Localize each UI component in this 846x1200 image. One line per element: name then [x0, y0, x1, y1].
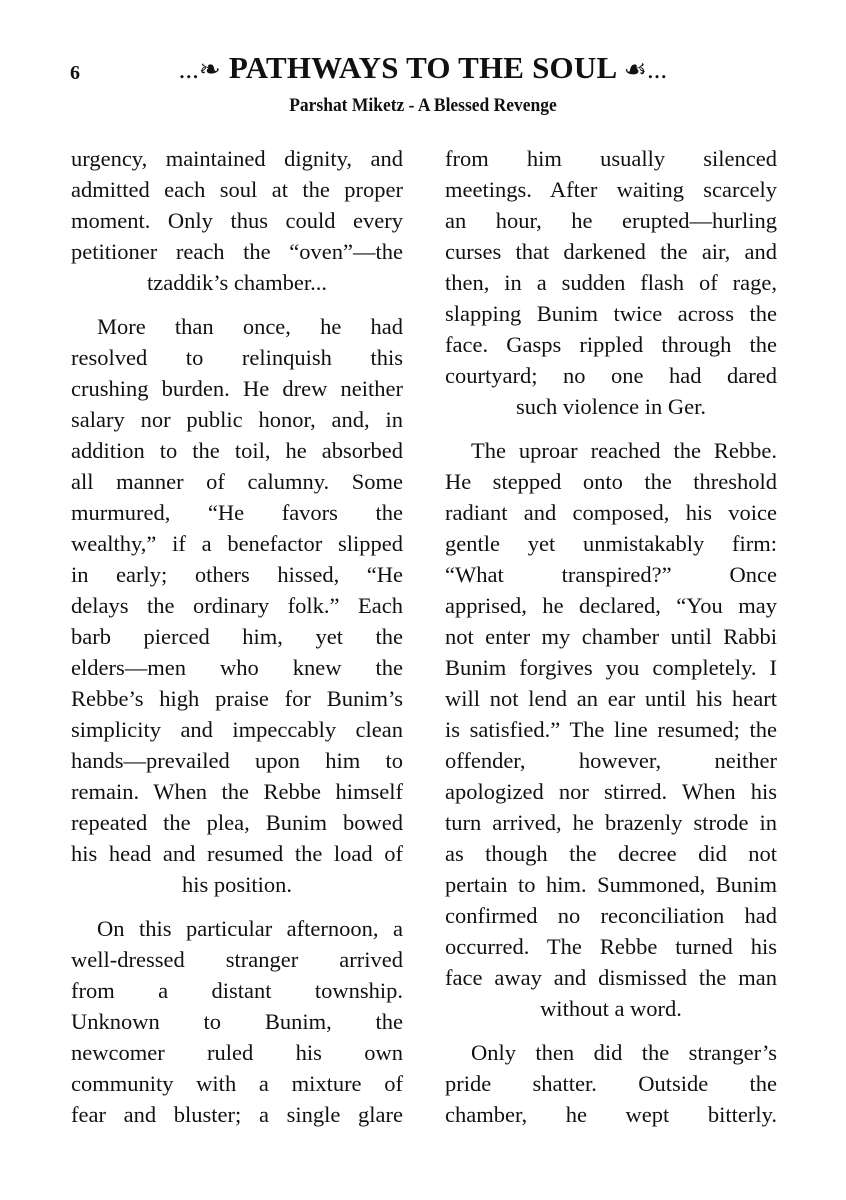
text-line: occurred. The Rebbe turned his	[445, 934, 777, 959]
text-line: On this particular afternoon, a	[97, 916, 403, 941]
text-line: wealthy,” if a benefactor slipped	[71, 531, 403, 556]
text-line: community with a mixture of	[71, 1071, 403, 1096]
paragraph	[445, 1037, 777, 1130]
text-line: his head and resumed the load of	[71, 841, 403, 866]
text-line: fear and bluster; a single glare	[71, 1102, 403, 1127]
text-line: Rebbe’s high praise for Bunim’s	[71, 686, 403, 711]
text-line: elders—men who knew the	[71, 655, 403, 680]
paragraph	[445, 143, 777, 422]
text-line: Only then did the stranger’s	[471, 1040, 777, 1065]
text-line: tzaddik’s chamber...	[147, 270, 327, 295]
text-line: all manner of calumny. Some	[71, 469, 403, 494]
text-line: newcomer ruled his own	[71, 1040, 403, 1065]
text-line: gentle yet unmistakably firm:	[445, 531, 777, 556]
text-line: as though the decree did not	[445, 841, 777, 866]
text-line: moment. Only thus could every	[71, 208, 403, 233]
text-line: from him usually silenced	[445, 146, 777, 171]
text-line: addition to the toil, he absorbed	[71, 438, 403, 463]
text-line: “What transpired?” Once	[445, 562, 777, 587]
text-line: murmured, “He favors the	[71, 500, 403, 525]
text-line: turn arrived, he brazenly strode in	[445, 810, 777, 835]
text-line: delays the ordinary folk.” Each	[71, 593, 403, 618]
text-line: radiant and composed, his voice	[445, 500, 777, 525]
text-line: in early; others hissed, “He	[71, 562, 403, 587]
text-line: crushing burden. He drew neither	[71, 376, 403, 401]
text-line: an hour, he erupted—hurling	[445, 208, 777, 233]
text-line: apologized nor stirred. When his	[445, 779, 777, 804]
text-line: More than once, he had	[97, 314, 403, 339]
text-line: urgency, maintained dignity, and	[71, 146, 403, 171]
page-number: 6	[70, 62, 80, 84]
text-line: confirmed no reconciliation had	[445, 903, 777, 928]
text-line: such violence in Ger.	[516, 394, 706, 419]
text-line: simplicity and impeccably clean	[71, 717, 403, 742]
text-line: is satisfied.” The line resumed; the	[445, 717, 777, 742]
text-line: He stepped onto the threshold	[445, 469, 777, 494]
text-line: courtyard; no one had dared	[445, 363, 777, 388]
right-column	[445, 143, 777, 1143]
text-line: chamber, he wept bitterly.	[445, 1102, 777, 1127]
text-line: curses that darkened the air, and	[445, 239, 777, 264]
text-line: without a word.	[540, 996, 682, 1021]
text-line: then, in a sudden flash of rage,	[445, 270, 777, 295]
text-line: apprised, he declared, “You may	[445, 593, 777, 618]
paragraph	[71, 913, 403, 1130]
text-line: slapping Bunim twice across the	[445, 301, 777, 326]
text-line: meetings. After waiting scarcely	[445, 177, 777, 202]
text-line: repeated the plea, Bunim bowed	[71, 810, 403, 835]
running-title	[0, 50, 846, 86]
text-line: face. Gasps rippled through the	[445, 332, 777, 357]
title-text: PATHWAYS TO THE SOUL	[228, 50, 616, 85]
text-line: admitted each soul at the proper	[71, 177, 403, 202]
ornament-left-icon: ...❧	[178, 55, 221, 84]
text-line: petitioner reach the “oven”—the	[71, 239, 403, 264]
text-line: hands—prevailed upon him to	[71, 748, 403, 773]
text-line: will not lend an ear until his heart	[445, 686, 777, 711]
paragraph	[71, 143, 403, 298]
text-line: pertain to him. Summoned, Bunim	[445, 872, 777, 897]
text-line: offender, however, neither	[445, 748, 777, 773]
text-line: from a distant township.	[71, 978, 403, 1003]
text-line: remain. When the Rebbe himself	[71, 779, 403, 804]
text-line: pride shatter. Outside the	[445, 1071, 777, 1096]
text-line: face away and dismissed the man	[445, 965, 777, 990]
text-line: his position.	[181, 872, 293, 897]
text-line: Unknown to Bunim, the	[71, 1009, 403, 1034]
paragraph	[445, 435, 777, 1024]
left-column	[71, 143, 403, 1143]
text-line: well-dressed stranger arrived	[71, 947, 403, 972]
chapter-subtitle: Parshat Miketz - A Blessed Revenge	[289, 95, 557, 116]
text-line: barb pierced him, yet the	[71, 624, 403, 649]
text-line: not enter my chamber until Rabbi	[445, 624, 777, 649]
text-line: salary nor public honor, and, in	[71, 407, 403, 432]
paragraph	[71, 311, 403, 900]
text-line: Bunim forgives you completely. I	[445, 655, 777, 680]
ornament-right-icon: ☙...	[623, 55, 668, 84]
text-line: resolved to relinquish this	[71, 345, 403, 370]
text-line: The uproar reached the Rebbe.	[471, 438, 777, 463]
